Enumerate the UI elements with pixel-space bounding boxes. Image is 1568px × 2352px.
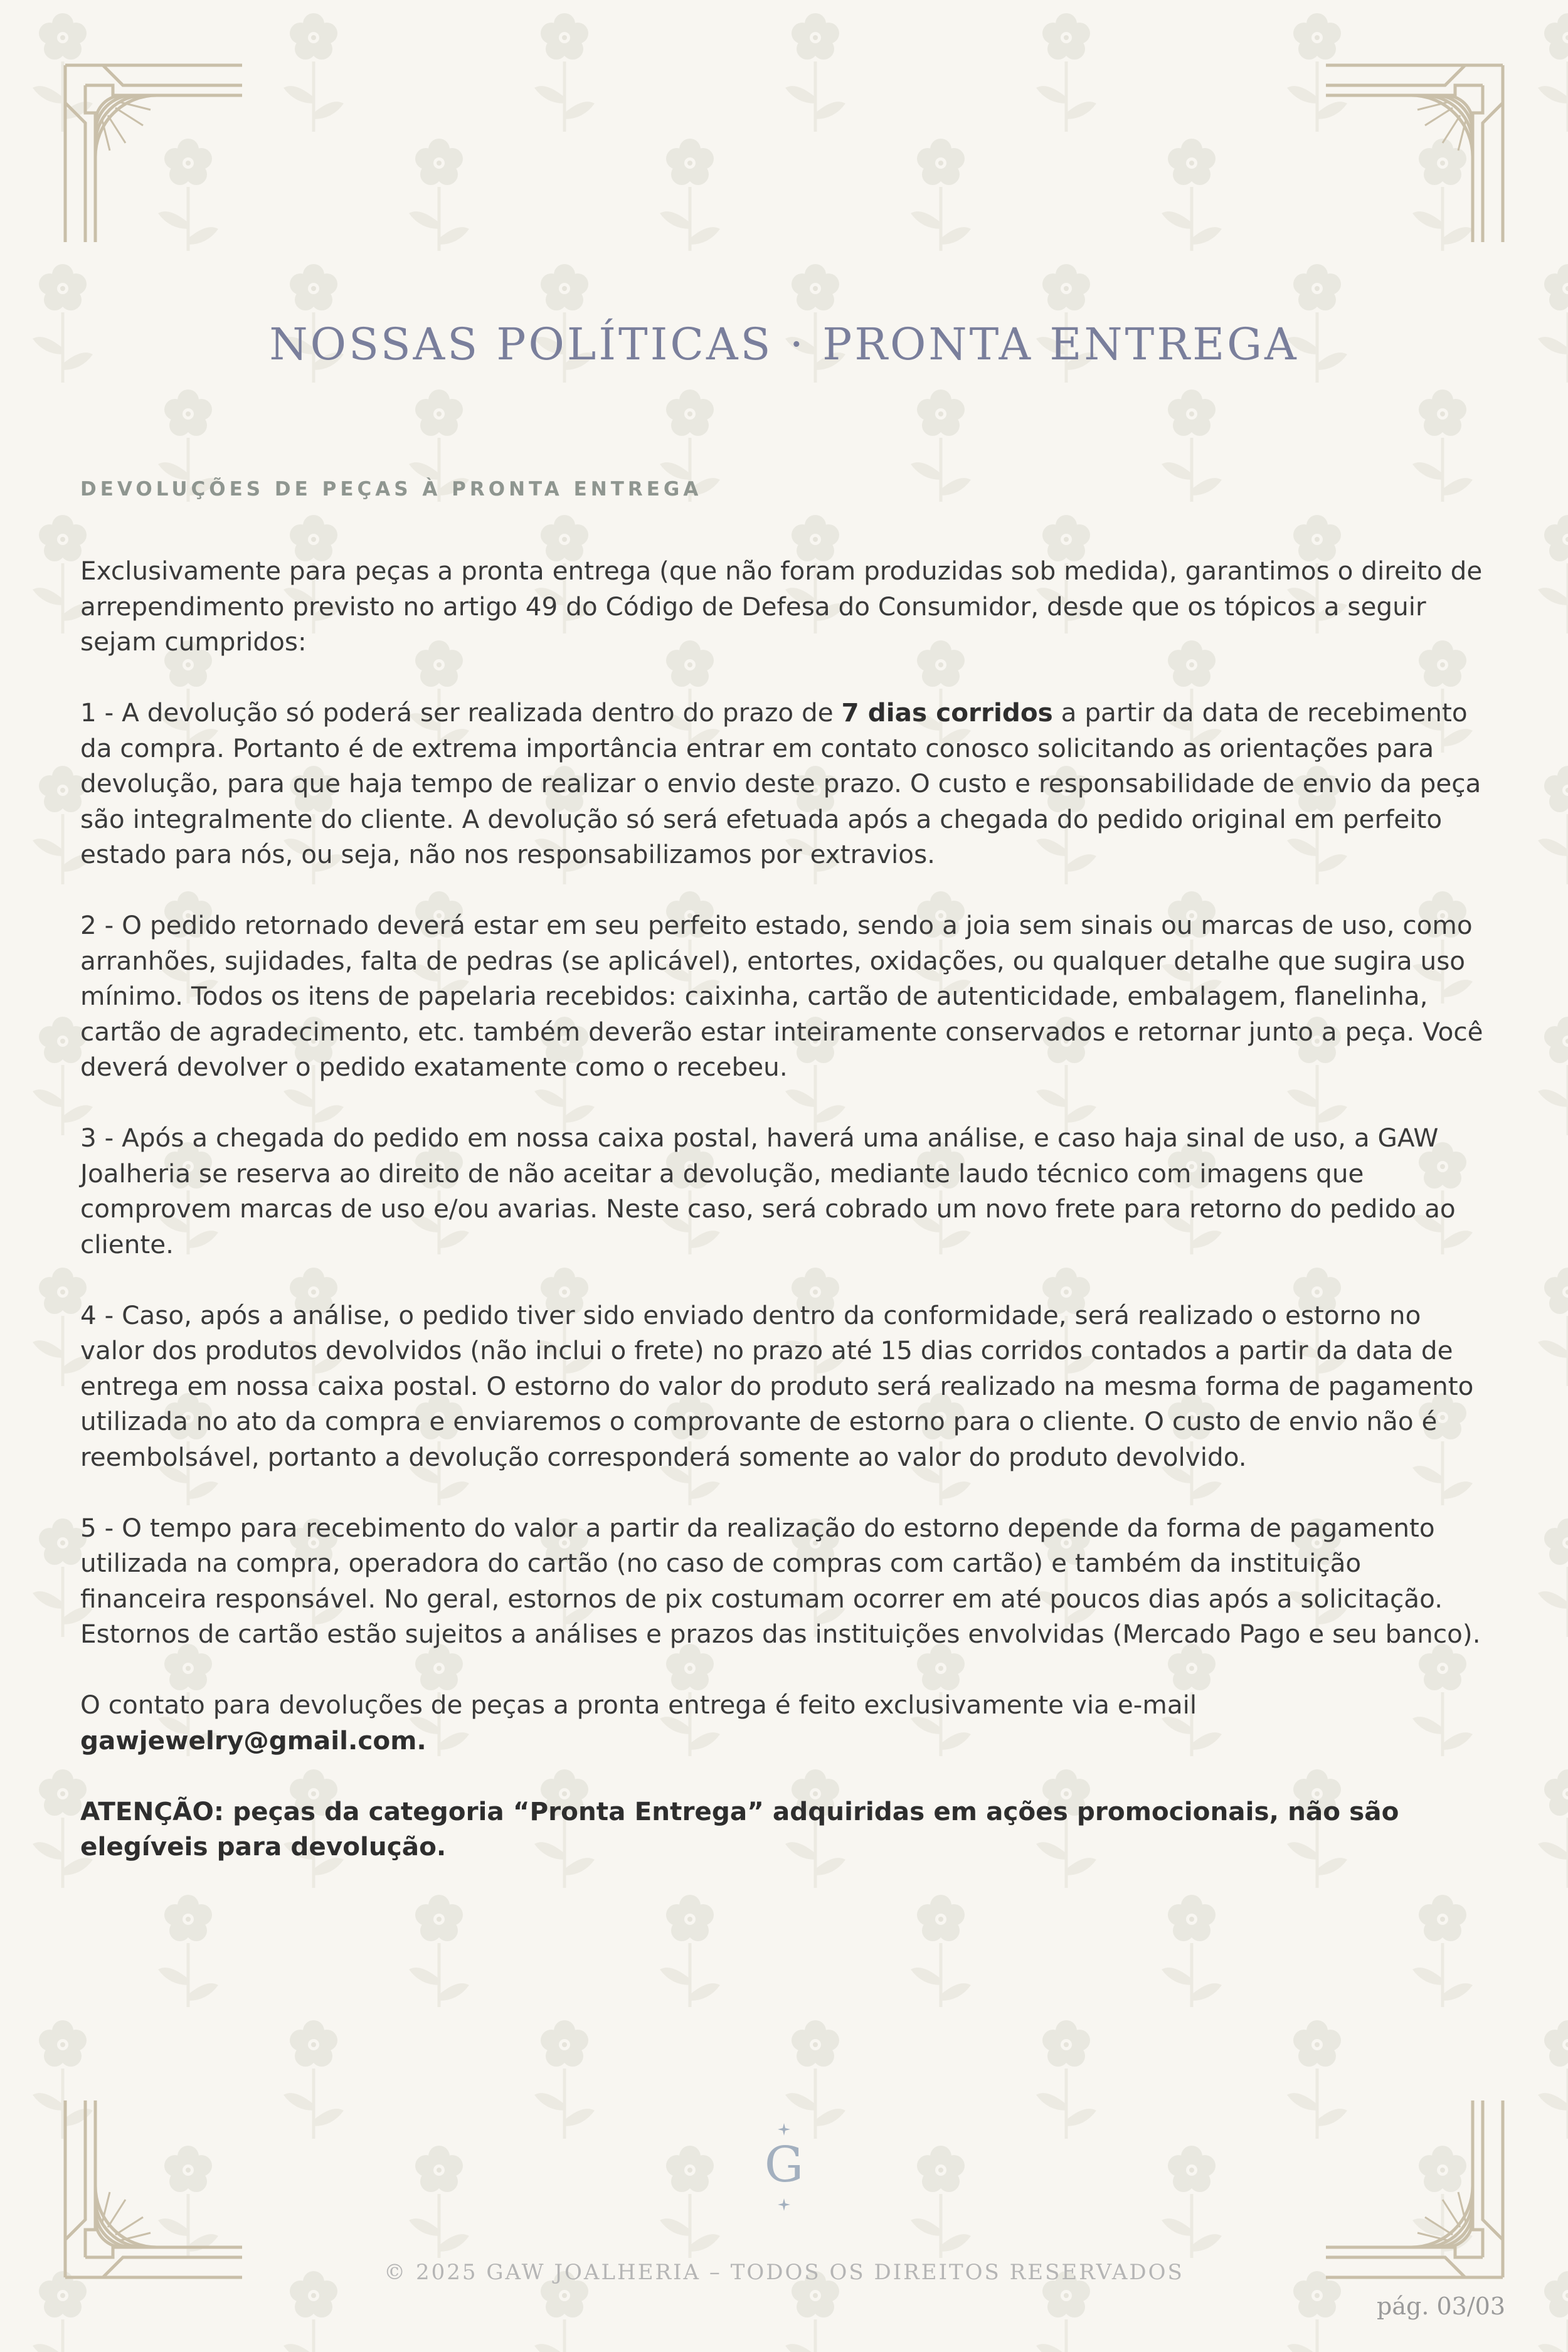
item-1-text-after: a partir da data de recebimento da compra. Portanto é de extrema importância entrar em contato conosco solicitando as orientações para devolução, para que haja tempo de realizar o envio deste prazo. O custo e responsabilidade de envio da peça são integralmente do cliente. A devolução só será efetuada após a chegada do pedido original em perfeito estado para nós, ou seja, não nos responsabilizamos por extravios.	[80, 697, 1481, 869]
policy-item-3: 3 - Após a chegada do pedido em nossa caixa postal, haverá uma análise, e caso haja sinal de uso, a GAW Joalheria se reserva ao direito de não aceitar a devolução, mediante laudo técnico com imagens que comprovem marcas de uso e/ou avarias. Neste caso, será cobrado um novo frete para retorno do pedido ao cliente.	[80, 1123, 1456, 1259]
item-1-text-before: 1 - A devolução só poderá ser realizada dentro do prazo de	[80, 697, 842, 728]
page-title: NOSSAS POLÍTICAS · PRONTA ENTREGA	[269, 319, 1299, 370]
warning-notice: ATENÇÃO: peças da categoria “Pronta Entrega” adquiridas em ações promocionais, não são elegíveis para devolução.	[80, 1796, 1399, 1862]
policy-item-5: 5 - O tempo para recebimento do valor a partir da realização do estorno depende da forma de pagamento utilizada na compra, operadora do cartão (no caso de compras com cartão) e também da instituição financeira responsável. No geral, estornos de pix costumam ocorrer em até poucos dias após a solicitação. Estornos de cartão estão sujeitos a análises e prazos das instituições envolvidas (Mercado Pago e seu banco).	[80, 1512, 1481, 1649]
contact-paragraph	[80, 1687, 1491, 1758]
contact-email-link[interactable]: gawjewelry@gmail.com.	[80, 1725, 426, 1756]
section-heading: DEVOLUÇÕES DE PEÇAS À PRONTA ENTREGA	[80, 478, 702, 501]
footer-copyright: © 2025 GAW JOALHERIA – TODOS OS DIREITOS RESERVADOS	[384, 2260, 1184, 2285]
corner-ornament-top-right	[1323, 63, 1505, 245]
corner-ornament-bottom-right	[1323, 2098, 1505, 2280]
corner-ornament-bottom-left	[63, 2098, 245, 2280]
page-number: pág. 03/03	[1377, 2292, 1505, 2320]
policy-item-4: 4 - Caso, após a análise, o pedido tiver sido enviado dentro da conformidade, será realizado o estorno no valor dos produtos devolvidos (não inclui o frete) no prazo até 15 dias corridos contados a partir da data de entrega em nossa caixa postal. O estorno do valor do produto será realizado na mesma forma de pagamento utilizada no ato da compra e enviaremos o comprovante de estorno para o cliente. O custo de envio não é reembolsável, portanto a devolução corresponderá somente ao valor do produto devolvido.	[80, 1300, 1474, 1472]
item-1-deadline-highlight: 7 dias corridos	[841, 697, 1053, 728]
policy-content	[80, 553, 1491, 1900]
corner-ornament-top-left	[63, 63, 245, 245]
policy-item-1	[80, 695, 1491, 872]
monogram-letter: G	[764, 2137, 804, 2193]
brand-monogram	[762, 2123, 806, 2211]
policy-item-2: 2 - O pedido retornado deverá estar em seu perfeito estado, sendo a joia sem sinais ou marcas de uso, como arranhões, sujidades, falta de pedras (se aplicável), entortes, oxidações, ou qualquer detalhe que sugira uso mínimo. Todos os itens de papelaria recebidos: caixinha, cartão de autenticidade, embalagem, flanelinha, cartão de agradecimento, etc. também deverão estar inteiramente conservados e retornar junto a peça. Você deverá devolver o pedido exatamente como o recebeu.	[80, 910, 1483, 1082]
contact-text: O contato para devoluções de peças a pronta entrega é feito exclusivamente via e-mail	[80, 1690, 1197, 1720]
intro-paragraph: Exclusivamente para peças a pronta entrega (que não foram produzidas sob medida), garantimos o direito de arrependimento previsto no artigo 49 do Código de Defesa do Consumidor, desde que os tópicos a seguir sejam cumpridos:	[80, 556, 1483, 657]
